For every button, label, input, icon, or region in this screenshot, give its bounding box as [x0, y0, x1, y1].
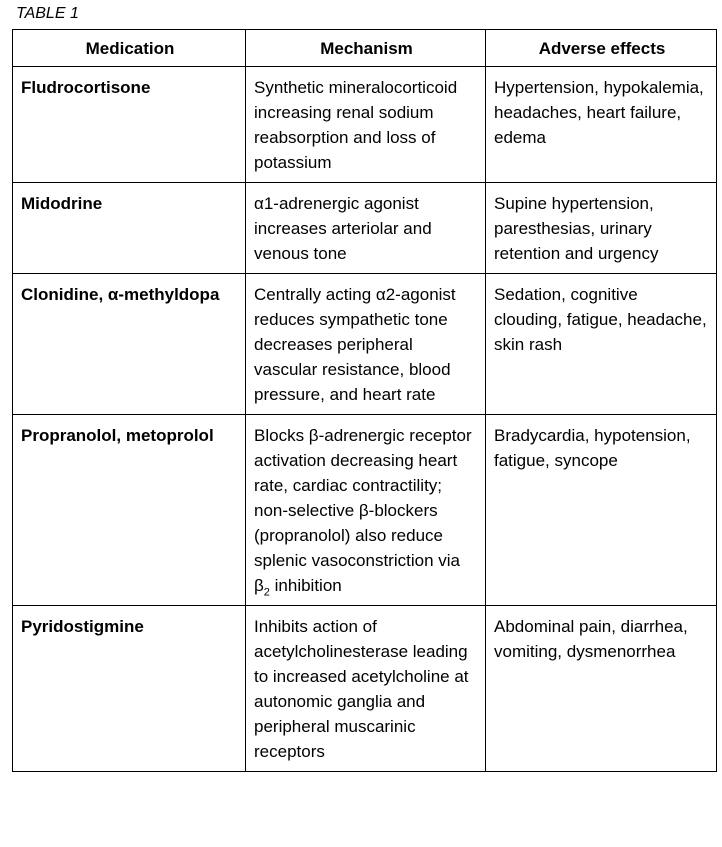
- mechanism-cell: Synthetic mineralocorticoid increasing renal sodium reabsorption and loss of potassium: [246, 67, 486, 183]
- medication-cell: Pyridostigmine: [13, 606, 246, 772]
- medication-cell: Propranolol, metoprolol: [13, 415, 246, 606]
- table-caption: TABLE 1: [16, 5, 79, 22]
- table-header-row: [13, 30, 717, 67]
- mechanism-text: Blocks β-adrenergic receptor activation decreasing heart rate, cardiac contractility; non-selective β-blockers (propranolol) also reduce splenic vasoconstriction via β: [254, 426, 472, 595]
- column-header-adverse-effects: Adverse effects: [486, 30, 717, 67]
- adverse-effects-cell: Supine hypertension, paresthesias, urinary retention and urgency: [486, 183, 717, 274]
- table-row: [13, 67, 717, 183]
- column-header-mechanism: Mechanism: [246, 30, 486, 67]
- adverse-effects-cell: Hypertension, hypokalemia, headaches, heart failure, edema: [486, 67, 717, 183]
- adverse-effects-cell: Sedation, cognitive clouding, fatigue, headache, skin rash: [486, 274, 717, 415]
- table-row: [13, 415, 717, 606]
- medication-cell: Clonidine, α-methyldopa: [13, 274, 246, 415]
- medication-table: [12, 29, 717, 772]
- adverse-effects-cell: Bradycardia, hypotension, fatigue, syncope: [486, 415, 717, 606]
- mechanism-text-suffix: inhibition: [269, 576, 342, 595]
- table-row: [13, 274, 717, 415]
- adverse-effects-cell: Abdominal pain, diarrhea, vomiting, dysmenorrhea: [486, 606, 717, 772]
- mechanism-cell: [246, 415, 486, 606]
- mechanism-cell: Centrally acting α2-agonist reduces sympathetic tone decreases peripheral vascular resistance, blood pressure, and heart rate: [246, 274, 486, 415]
- column-header-medication: Medication: [13, 30, 246, 67]
- medication-cell: Midodrine: [13, 183, 246, 274]
- mechanism-cell: Inhibits action of acetylcholinesterase leading to increased acetylcholine at autonomic ganglia and peripheral muscarinic receptors: [246, 606, 486, 772]
- medication-cell: Fludrocortisone: [13, 67, 246, 183]
- mechanism-subscript: 2: [263, 586, 270, 599]
- table-row: [13, 183, 717, 274]
- mechanism-cell: α1-adrenergic agonist increases arteriolar and venous tone: [246, 183, 486, 274]
- table-row: [13, 606, 717, 772]
